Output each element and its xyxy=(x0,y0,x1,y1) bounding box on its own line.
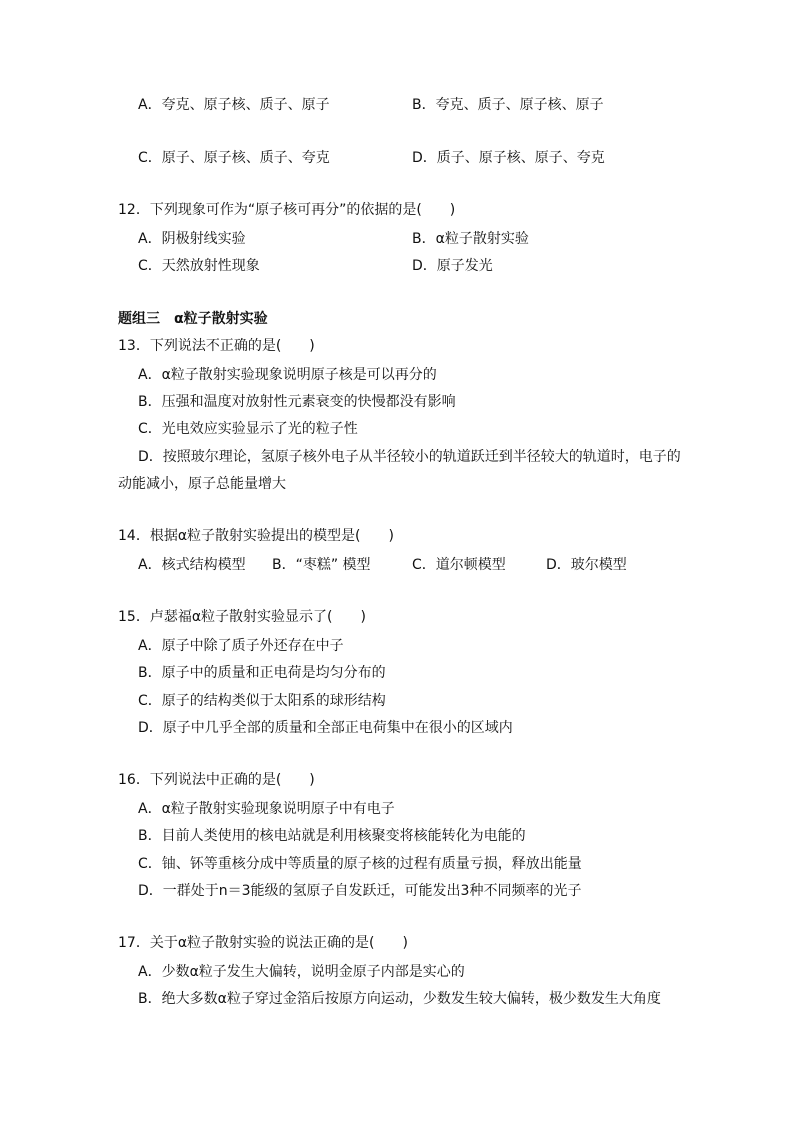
q17-option-a: A．少数α粒子发生大偏转，说明金原子内部是实心的 xyxy=(138,964,465,980)
q14-option-d: D．玻尔模型 xyxy=(546,557,627,573)
q11-option-a: A．夸克、原子核、质子、原子 xyxy=(138,97,330,113)
q15-option-d: D．原子中几乎全部的质量和全部正电荷集中在很小的区域内 xyxy=(138,720,513,736)
q12-stem: 12．下列现象可作为“原子核可再分”的依据的是( ) xyxy=(118,202,456,218)
q13-stem: 13．下列说法不正确的是( ) xyxy=(118,338,315,354)
q13-option-d-line1: D．按照玻尔理论，氢原子核外电子从半径较小的轨道跃迁到半径较大的轨道时，电子的 xyxy=(138,449,681,465)
q12-option-b: B．α粒子散射实验 xyxy=(412,231,529,247)
q16-option-b: B．目前人类使用的核电站就是利用核聚变将核能转化为电能的 xyxy=(138,828,526,844)
q15-stem: 15．卢瑟福α粒子散射实验显示了( ) xyxy=(118,609,366,625)
q13-option-a: A．α粒子散射实验现象说明原子核是可以再分的 xyxy=(138,367,437,383)
q16-option-c: C．铀、钚等重核分成中等质量的原子核的过程有质量亏损，释放出能量 xyxy=(138,856,582,872)
q13-option-c: C．光电效应实验显示了光的粒子性 xyxy=(138,421,358,437)
q13-option-b: B．压强和温度对放射性元素衰变的快慢都没有影响 xyxy=(138,394,456,410)
q14-option-c: C．道尔顿模型 xyxy=(412,557,506,573)
q11-option-b: B．夸克、质子、原子核、原子 xyxy=(412,97,604,113)
q11-option-d: D．质子、原子核、原子、夸克 xyxy=(412,150,605,166)
q16-option-d: D．一群处于n＝3能级的氢原子自发跃迁，可能发出3种不同频率的光子 xyxy=(138,883,582,899)
q12-option-c: C．天然放射性现象 xyxy=(138,258,260,274)
q12-option-a: A．阴极射线实验 xyxy=(138,231,246,247)
q16-option-a: A．α粒子散射实验现象说明原子中有电子 xyxy=(138,801,395,817)
q17-stem: 17．关于α粒子散射实验的说法正确的是( ) xyxy=(118,935,408,951)
q15-option-c: C．原子的结构类似于太阳系的球形结构 xyxy=(138,693,386,709)
q16-stem: 16．下列说法中正确的是( ) xyxy=(118,772,315,788)
q14-stem: 14．根据α粒子散射实验提出的模型是( ) xyxy=(118,528,394,544)
q13-option-d-line2: 动能减小，原子总能量增大 xyxy=(118,476,286,492)
q17-option-b: B．绝大多数α粒子穿过金箔后按原方向运动，少数发生较大偏转，极少数发生大角度 xyxy=(138,991,661,1007)
q15-option-b: B．原子中的质量和正电荷是均匀分布的 xyxy=(138,665,386,681)
q14-option-b: B．“枣糕” 模型 xyxy=(272,557,371,573)
q12-option-d: D．原子发光 xyxy=(412,258,493,274)
q11-option-c: C．原子、原子核、质子、夸克 xyxy=(138,150,330,166)
q15-option-a: A．原子中除了质子外还存在中子 xyxy=(138,638,344,654)
q14-option-a: A．核式结构模型 xyxy=(138,557,246,573)
section-heading: 题组三 α粒子散射实验 xyxy=(118,311,268,327)
